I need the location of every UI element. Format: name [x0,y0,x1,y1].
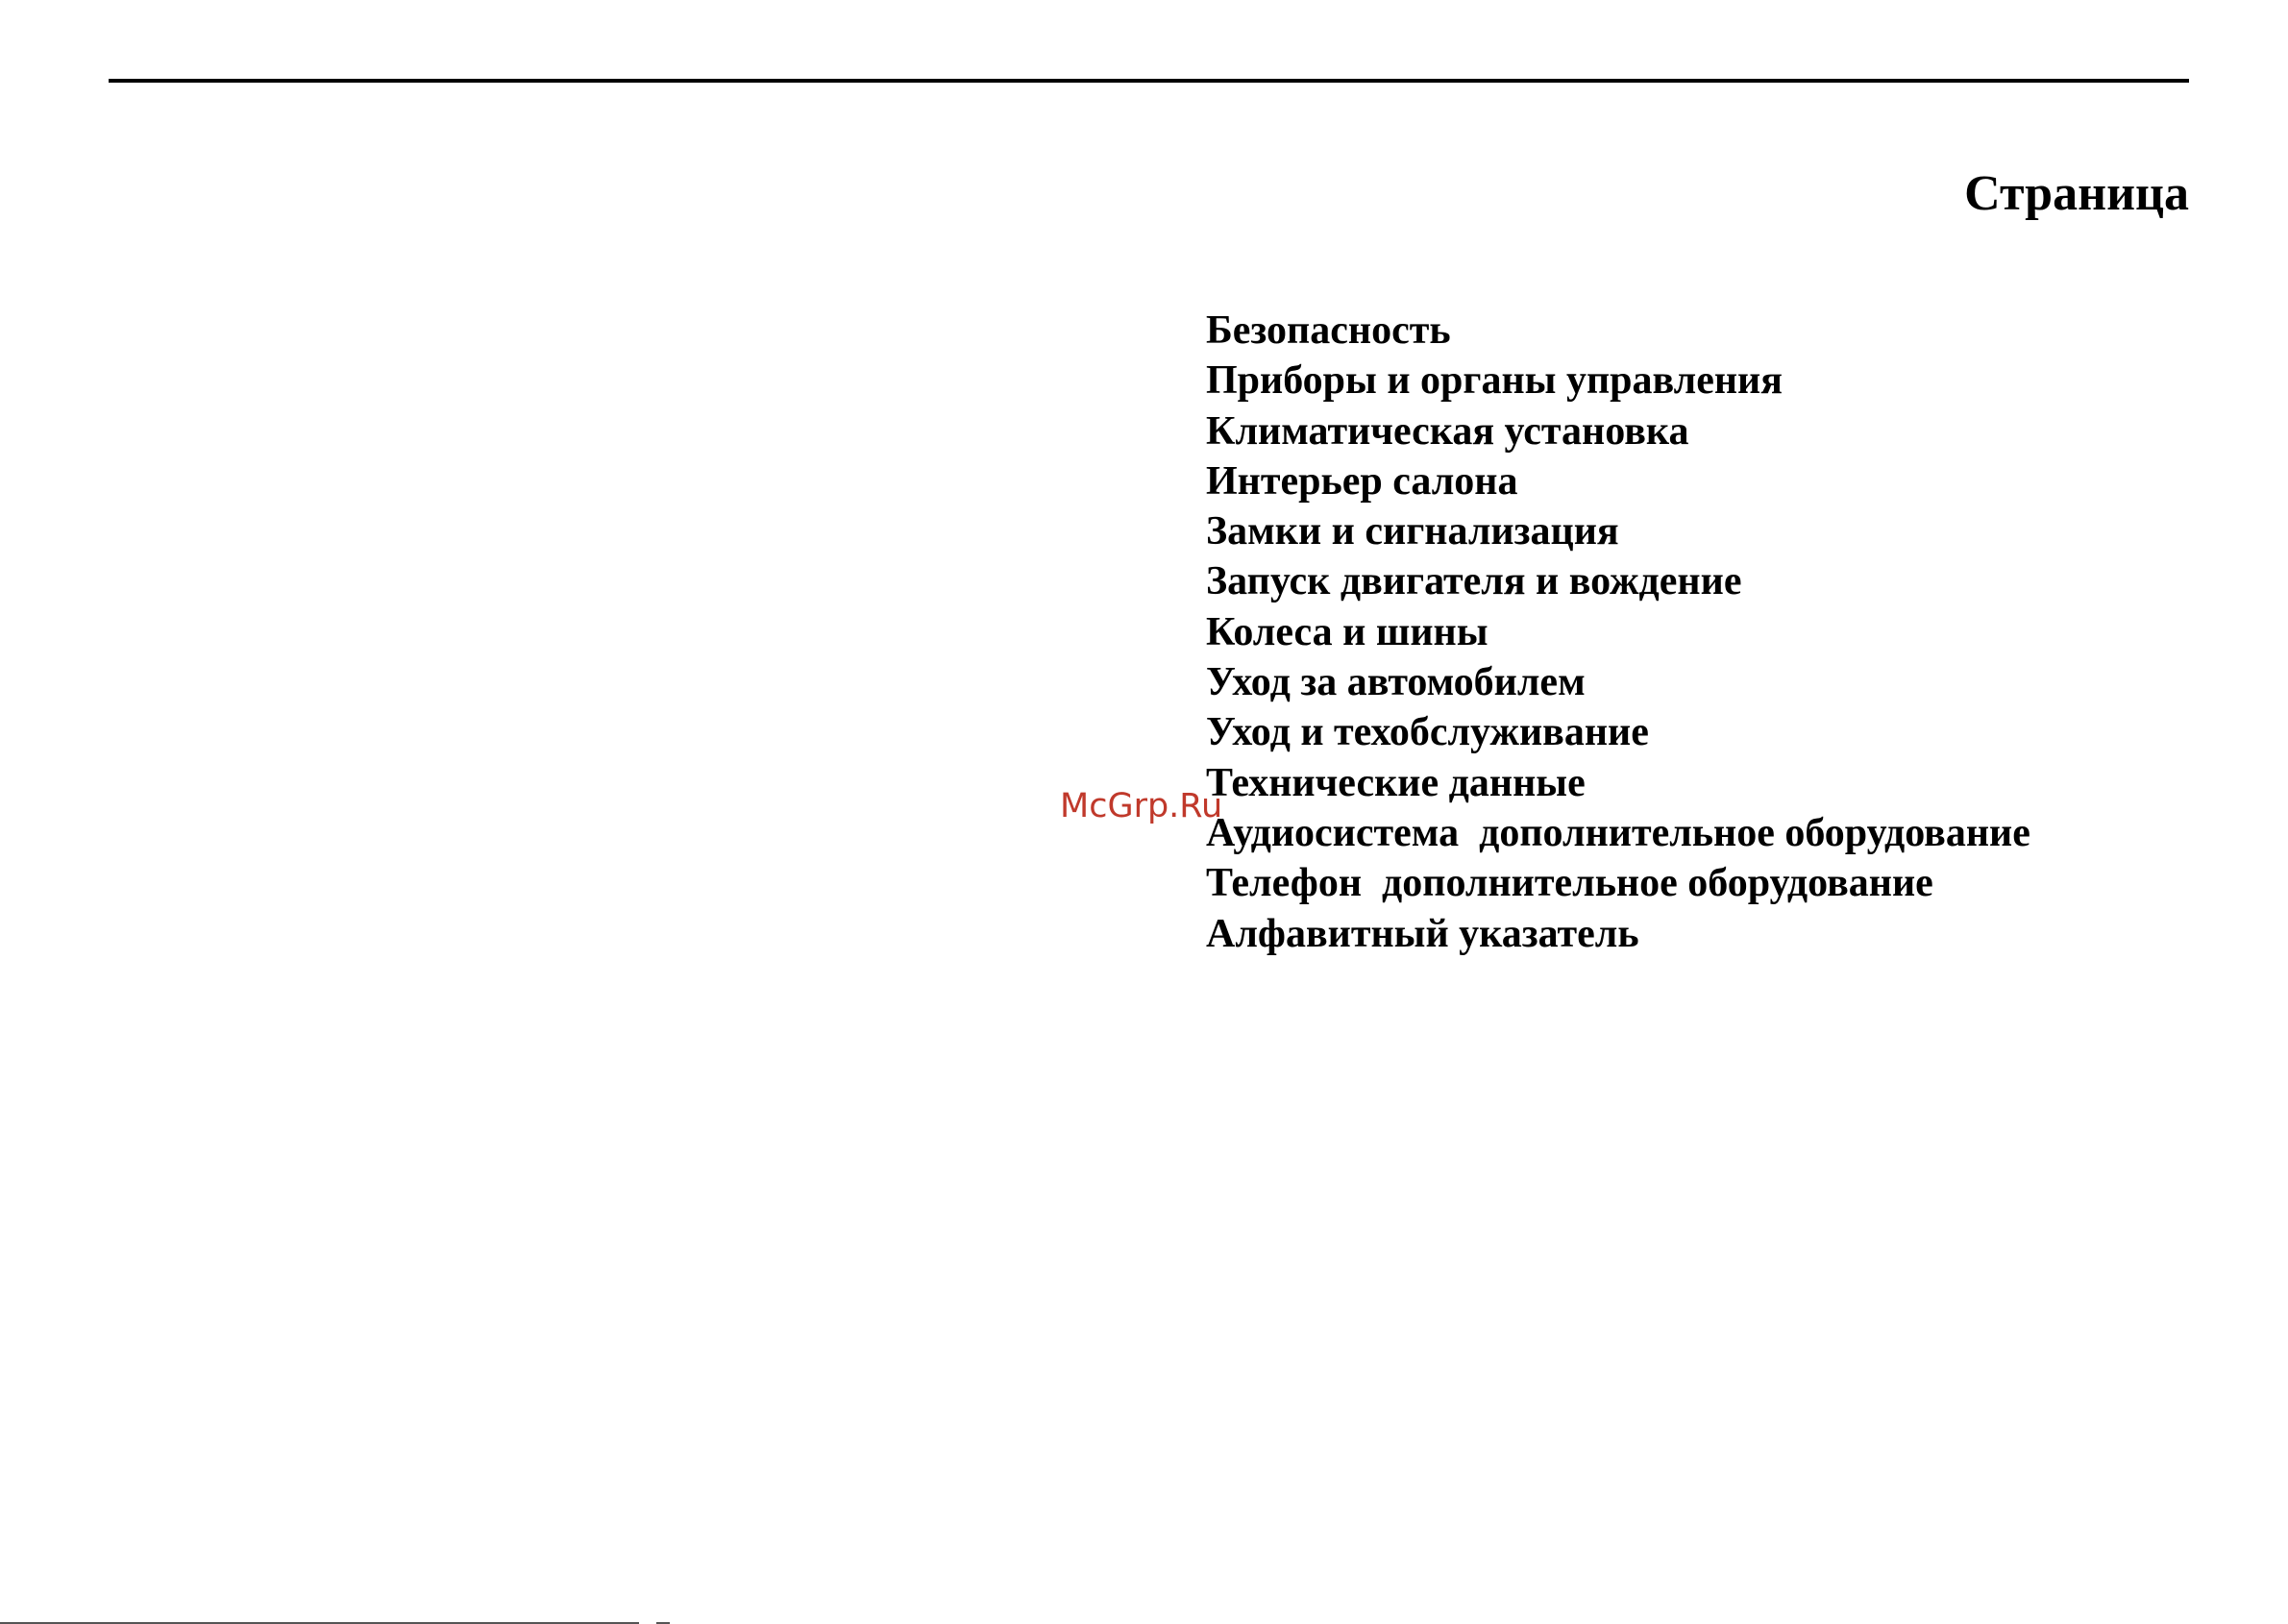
toc-item-starting-driving[interactable]: Запуск двигателя и вождение [1206,559,1742,604]
toc-item-instruments-controls[interactable]: Приборы и органы управления [1206,358,1783,404]
table-of-contents [1206,306,2030,959]
toc-item-index[interactable]: Алфавитный указатель [1206,911,1639,956]
top-divider [109,79,2189,83]
page-column-heading: Страница [1964,166,2189,221]
toc-item-wheels-tires[interactable]: Колеса и шины [1206,609,1488,654]
toc-item-telephone[interactable]: Телефон дополнительное оборудование [1206,861,1933,906]
toc-item-audio-system[interactable]: Аудиосистема дополнительное оборудование [1206,810,2030,855]
toc-item-car-care[interactable]: Уход за автомобилем [1206,660,1586,705]
toc-item-locks-alarm[interactable]: Замки и сигнализация [1206,509,1619,554]
toc-item-maintenance[interactable]: Уход и техобслуживание [1206,710,1649,755]
toc-item-safety[interactable]: Безопасность [1206,308,1451,353]
site-watermark: McGrp.Ru [1060,787,1223,825]
toc-item-interior[interactable]: Интерьер салона [1206,458,1518,504]
toc-item-technical-data[interactable]: Технические данные [1206,760,1586,805]
toc-item-climate-control[interactable]: Климатическая установка [1206,408,1689,454]
